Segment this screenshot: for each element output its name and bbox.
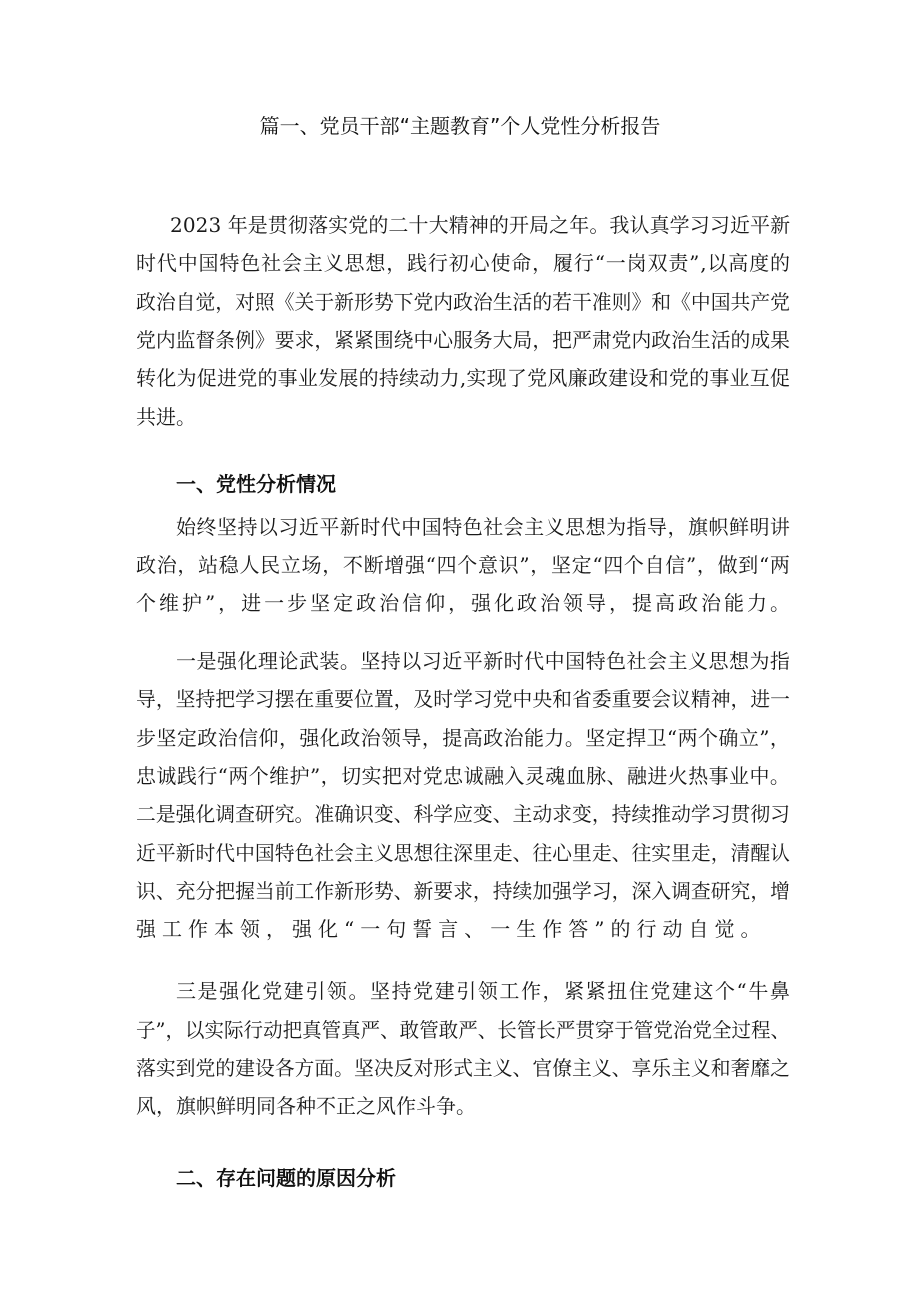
- paragraph-line: 政治，站稳人民立场，不断增强“四个意识”，坚定“四个自信”，做到“两: [136, 553, 791, 577]
- paragraph-line: 始终坚持以习近平新时代中国特色社会主义思想为指导，旗帜鲜明讲: [176, 515, 791, 539]
- paragraph-line: 二是强化调查研究。准确识变、科学应变、主动求变，持续推动学习贯彻习: [136, 802, 790, 826]
- paragraph-line: 强工作本领，强化“一句誓言、一生作答”的行动自觉。: [136, 917, 767, 941]
- intro-line: 政治自觉，对照《关于新形势下党内政治生活的若干准则》和《中国共产党: [136, 290, 790, 314]
- document-title: 篇一、党员干部“主题教育”个人党性分析报告: [259, 114, 661, 138]
- intro-line: 转化为促进党的事业发展的持续动力,实现了党风廉政建设和党的事业互促: [136, 366, 791, 390]
- paragraph-line: 步坚定政治信仰，强化政治领导，提高政治能力。坚定捍卫“两个确立”，: [136, 726, 791, 750]
- paragraph-line: 子”，以实际行动把真管真严、敢管敢严、长管长严贯穿于管党治党全过程、: [136, 1018, 791, 1042]
- paragraph-line: 落实到党的建设各方面。坚决反对形式主义、官僚主义、享乐主义和奢靡之: [136, 1056, 790, 1080]
- intro-line: 党内监督条例》要求，紧紧围绕中心服务大局，把严肃党内政治生活的成果: [136, 328, 790, 352]
- paragraph-line: 忠诚践行“两个维护”，切实把对党忠诚融入灵魂血脉、融进火热事业中。: [136, 764, 791, 788]
- paragraph-line: 近平新时代中国特色社会主义思想往深里走、往心里走、往实里走，清醒认: [136, 841, 790, 865]
- intro-line: 共进。: [136, 405, 196, 429]
- paragraph-line: 导，坚持把学习摆在重要位置，及时学习党中央和省委重要会议精神，进一: [136, 687, 790, 711]
- paragraph-line: 三是强化党建引领。坚持党建引领工作，紧紧扭住党建这个“牛鼻: [176, 979, 792, 1003]
- intro-line: 2023 年是贯彻落实党的二十大精神的开局之年。我认真学习习近平新: [170, 213, 791, 237]
- section-heading: 二、存在问题的原因分析: [176, 1166, 396, 1190]
- paragraph-line: 风，旗帜鲜明同各种不正之风作斗争。: [136, 1094, 476, 1118]
- intro-line: 时代中国特色社会主义思想，践行初心使命，履行“一岗双责”,以高度的: [136, 251, 791, 275]
- paragraph-line: 识、充分把握当前工作新形势、新要求，持续加强学习，深入调查研究，增: [136, 879, 790, 903]
- paragraph-line: 一是强化理论武装。坚持以习近平新时代中国特色社会主义思想为指: [176, 649, 791, 673]
- paragraph-line: 个维护”，进一步坚定政治信仰，强化政治领导，提高政治能力。: [136, 591, 793, 615]
- section-heading: 一、党性分析情况: [176, 472, 336, 496]
